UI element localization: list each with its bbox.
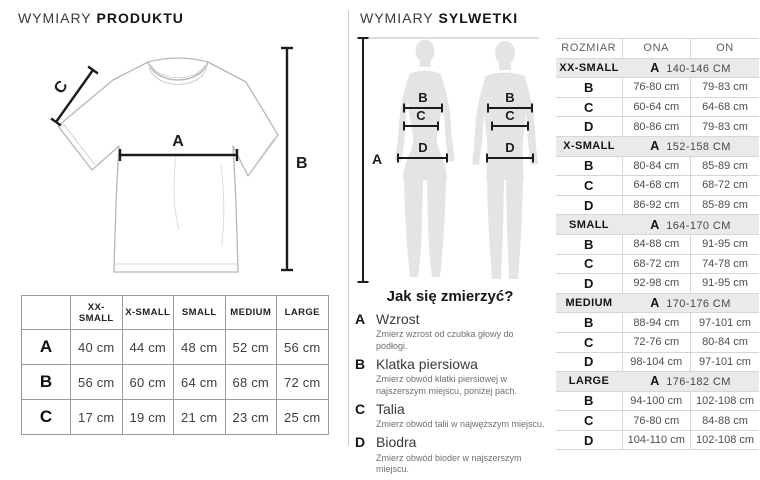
measurement-row (556, 176, 759, 196)
size-height-cell (622, 136, 759, 156)
item-label: Talia (376, 400, 405, 417)
height-range: 176-182 CM (666, 376, 731, 389)
body-silhouettes-diagram (353, 30, 545, 286)
size-height-cell (622, 215, 759, 235)
item-label: Klatka piersiowa (376, 355, 478, 372)
height-range: 164-170 CM (666, 219, 731, 232)
row-label: C (22, 400, 71, 435)
value-on: 68-72 cm (691, 176, 760, 196)
title-emphasis: SYLWETKI (438, 10, 519, 26)
cell: 44 cm (122, 330, 174, 365)
measurement-row (556, 313, 759, 333)
value-ona: 76-80 cm (622, 78, 691, 98)
measurement-row (556, 254, 759, 274)
measure-letter: D (556, 352, 622, 372)
male-label-c: C (505, 108, 515, 123)
size-height-cell (622, 293, 759, 313)
value-ona: 88-94 cm (622, 313, 691, 333)
measure-letter: B (556, 78, 622, 98)
measure-letter: C (556, 176, 622, 196)
item-letter: C (355, 400, 366, 417)
how-to-measure-heading: Jak się zmierzyć? (386, 288, 514, 305)
height-range: 140-146 CM (666, 62, 731, 75)
value-ona: 94-100 cm (622, 391, 691, 411)
measure-letter: B (556, 234, 622, 254)
product-dimensions-title (18, 10, 184, 26)
value-ona: 76-80 cm (622, 411, 691, 431)
cell: 68 cm (225, 365, 277, 400)
col-header: X-SMALL (122, 296, 174, 330)
item-label: Biodra (376, 434, 417, 451)
how-to-item-chest (355, 357, 545, 397)
tshirt-diagram (28, 40, 338, 285)
measurement-row (556, 411, 759, 431)
item-description: Zmierz wzrost od czubka głowy do podłogi. (376, 329, 514, 351)
value-ona: 80-84 cm (622, 156, 691, 176)
how-to-item-waist (355, 402, 545, 431)
table-row (22, 330, 329, 365)
value-on: 80-84 cm (691, 332, 760, 352)
cell: 56 cm (71, 365, 123, 400)
size-name: MEDIUM (556, 293, 622, 313)
measure-letter: C (556, 254, 622, 274)
height-letter: A (650, 217, 660, 232)
cell: 21 cm (174, 400, 226, 435)
size-table-header-row (556, 39, 759, 59)
measure-letter: B (556, 156, 622, 176)
body-label-a: A (372, 151, 383, 167)
row-label: A (22, 330, 71, 365)
measurement-row (556, 391, 759, 411)
size-group-row (556, 293, 759, 313)
height-range: 152-158 CM (666, 141, 731, 154)
measurement-row (556, 97, 759, 117)
measurement-row (556, 352, 759, 372)
col-header-ona: ONA (622, 39, 691, 59)
size-name: X-SMALL (556, 136, 622, 156)
value-on: 91-95 cm (691, 234, 760, 254)
value-ona: 80-86 cm (622, 117, 691, 137)
value-on: 79-83 cm (691, 117, 760, 137)
size-height-cell (622, 58, 759, 78)
cell: 64 cm (174, 365, 226, 400)
measurement-row (556, 234, 759, 254)
tshirt-label-c: C (51, 77, 72, 98)
measurement-line-b (281, 48, 293, 270)
measurement-row (556, 195, 759, 215)
item-description: Zmierz obwód talii w najwęższym miejscu. (376, 419, 545, 430)
female-label-d: D (418, 140, 428, 155)
value-ona: 98-104 cm (622, 352, 691, 372)
table-row (22, 365, 329, 400)
cell: 19 cm (122, 400, 174, 435)
measurement-row (556, 78, 759, 98)
title-emphasis: PRODUKTU (96, 10, 184, 26)
measure-letter: C (556, 97, 622, 117)
how-to-measure-section (355, 288, 545, 480)
value-on: 97-101 cm (691, 352, 760, 372)
measure-letter: D (556, 430, 622, 450)
measure-letter: C (556, 411, 622, 431)
body-size-table (556, 38, 759, 450)
col-header-on: ON (691, 39, 760, 59)
col-header-rozmiar: ROZMIAR (556, 39, 622, 59)
value-ona: 68-72 cm (622, 254, 691, 274)
item-letter: A (355, 311, 366, 327)
measure-letter: C (556, 332, 622, 352)
cell: 17 cm (71, 400, 123, 435)
value-on: 85-89 cm (691, 156, 760, 176)
value-on: 64-68 cm (691, 97, 760, 117)
measure-letter: D (556, 117, 622, 137)
how-to-item-height (355, 312, 545, 352)
item-label: Wzrost (376, 311, 420, 327)
tshirt-outline (58, 58, 278, 272)
size-height-cell (622, 372, 759, 392)
product-size-table (21, 295, 329, 435)
height-letter: A (650, 60, 660, 75)
tshirt-label-a: A (172, 133, 184, 150)
cell: 52 cm (225, 330, 277, 365)
value-on: 91-95 cm (691, 274, 760, 294)
size-group-row (556, 215, 759, 235)
female-label-c: C (416, 108, 426, 123)
value-ona: 72-76 cm (622, 332, 691, 352)
male-silhouette (472, 41, 538, 279)
row-label: B (22, 365, 71, 400)
how-to-item-hips (355, 435, 545, 475)
cell: 48 cm (174, 330, 226, 365)
height-letter: A (650, 374, 660, 389)
size-group-row (556, 58, 759, 78)
table-row (22, 400, 329, 435)
value-ona: 104-110 cm (622, 430, 691, 450)
item-description: Zmierz obwód klatki piersiowej w najszerszym miejscu, poniżej pach. (376, 374, 518, 396)
value-ona: 64-68 cm (622, 176, 691, 196)
measure-letter: B (556, 313, 622, 333)
size-group-row (556, 372, 759, 392)
body-dimensions-title (360, 10, 518, 26)
product-table-header-row (22, 296, 329, 330)
size-name: LARGE (556, 372, 622, 392)
measure-letter: D (556, 274, 622, 294)
value-ona: 92-98 cm (622, 274, 691, 294)
measure-letter: D (556, 195, 622, 215)
male-label-d: D (505, 140, 515, 155)
value-ona: 60-64 cm (622, 97, 691, 117)
item-description: Zmierz obwód bioder w najszerszym miejscu. (376, 452, 522, 475)
value-on: 74-78 cm (691, 254, 760, 274)
value-on: 97-101 cm (691, 313, 760, 333)
cell: 23 cm (225, 400, 277, 435)
height-letter: A (650, 296, 660, 311)
col-header: SMALL (174, 296, 226, 330)
value-on: 85-89 cm (691, 195, 760, 215)
item-letter: D (355, 434, 366, 451)
cell: 72 cm (277, 365, 329, 400)
item-letter: B (355, 355, 366, 372)
measurement-row (556, 117, 759, 137)
col-header: LARGE (277, 296, 329, 330)
col-header: MEDIUM (225, 296, 277, 330)
section-divider (348, 10, 349, 446)
cell: 60 cm (122, 365, 174, 400)
value-on: 102-108 cm (691, 430, 760, 450)
measurement-row (556, 274, 759, 294)
height-letter: A (650, 139, 660, 154)
measurement-row (556, 332, 759, 352)
title-prefix: WYMIARY (18, 10, 92, 26)
male-label-b: B (505, 90, 515, 105)
cell: 40 cm (71, 330, 123, 365)
col-header: XX-SMALL (71, 296, 123, 330)
corner-cell (22, 296, 71, 330)
title-prefix: WYMIARY (360, 10, 434, 26)
measurement-line-height-a (358, 38, 369, 282)
value-ona: 86-92 cm (622, 195, 691, 215)
size-name: XX-SMALL (556, 58, 622, 78)
size-name: SMALL (556, 215, 622, 235)
tshirt-label-b: B (296, 155, 308, 172)
value-on: 79-83 cm (691, 78, 760, 98)
height-range: 170-176 CM (666, 298, 731, 311)
measurement-row (556, 430, 759, 450)
cell: 25 cm (277, 400, 329, 435)
cell: 56 cm (277, 330, 329, 365)
size-group-row (556, 136, 759, 156)
measure-letter: B (556, 391, 622, 411)
value-ona: 84-88 cm (622, 234, 691, 254)
value-on: 84-88 cm (691, 411, 760, 431)
female-label-b: B (418, 90, 428, 105)
value-on: 102-108 cm (691, 391, 760, 411)
measurement-row (556, 156, 759, 176)
